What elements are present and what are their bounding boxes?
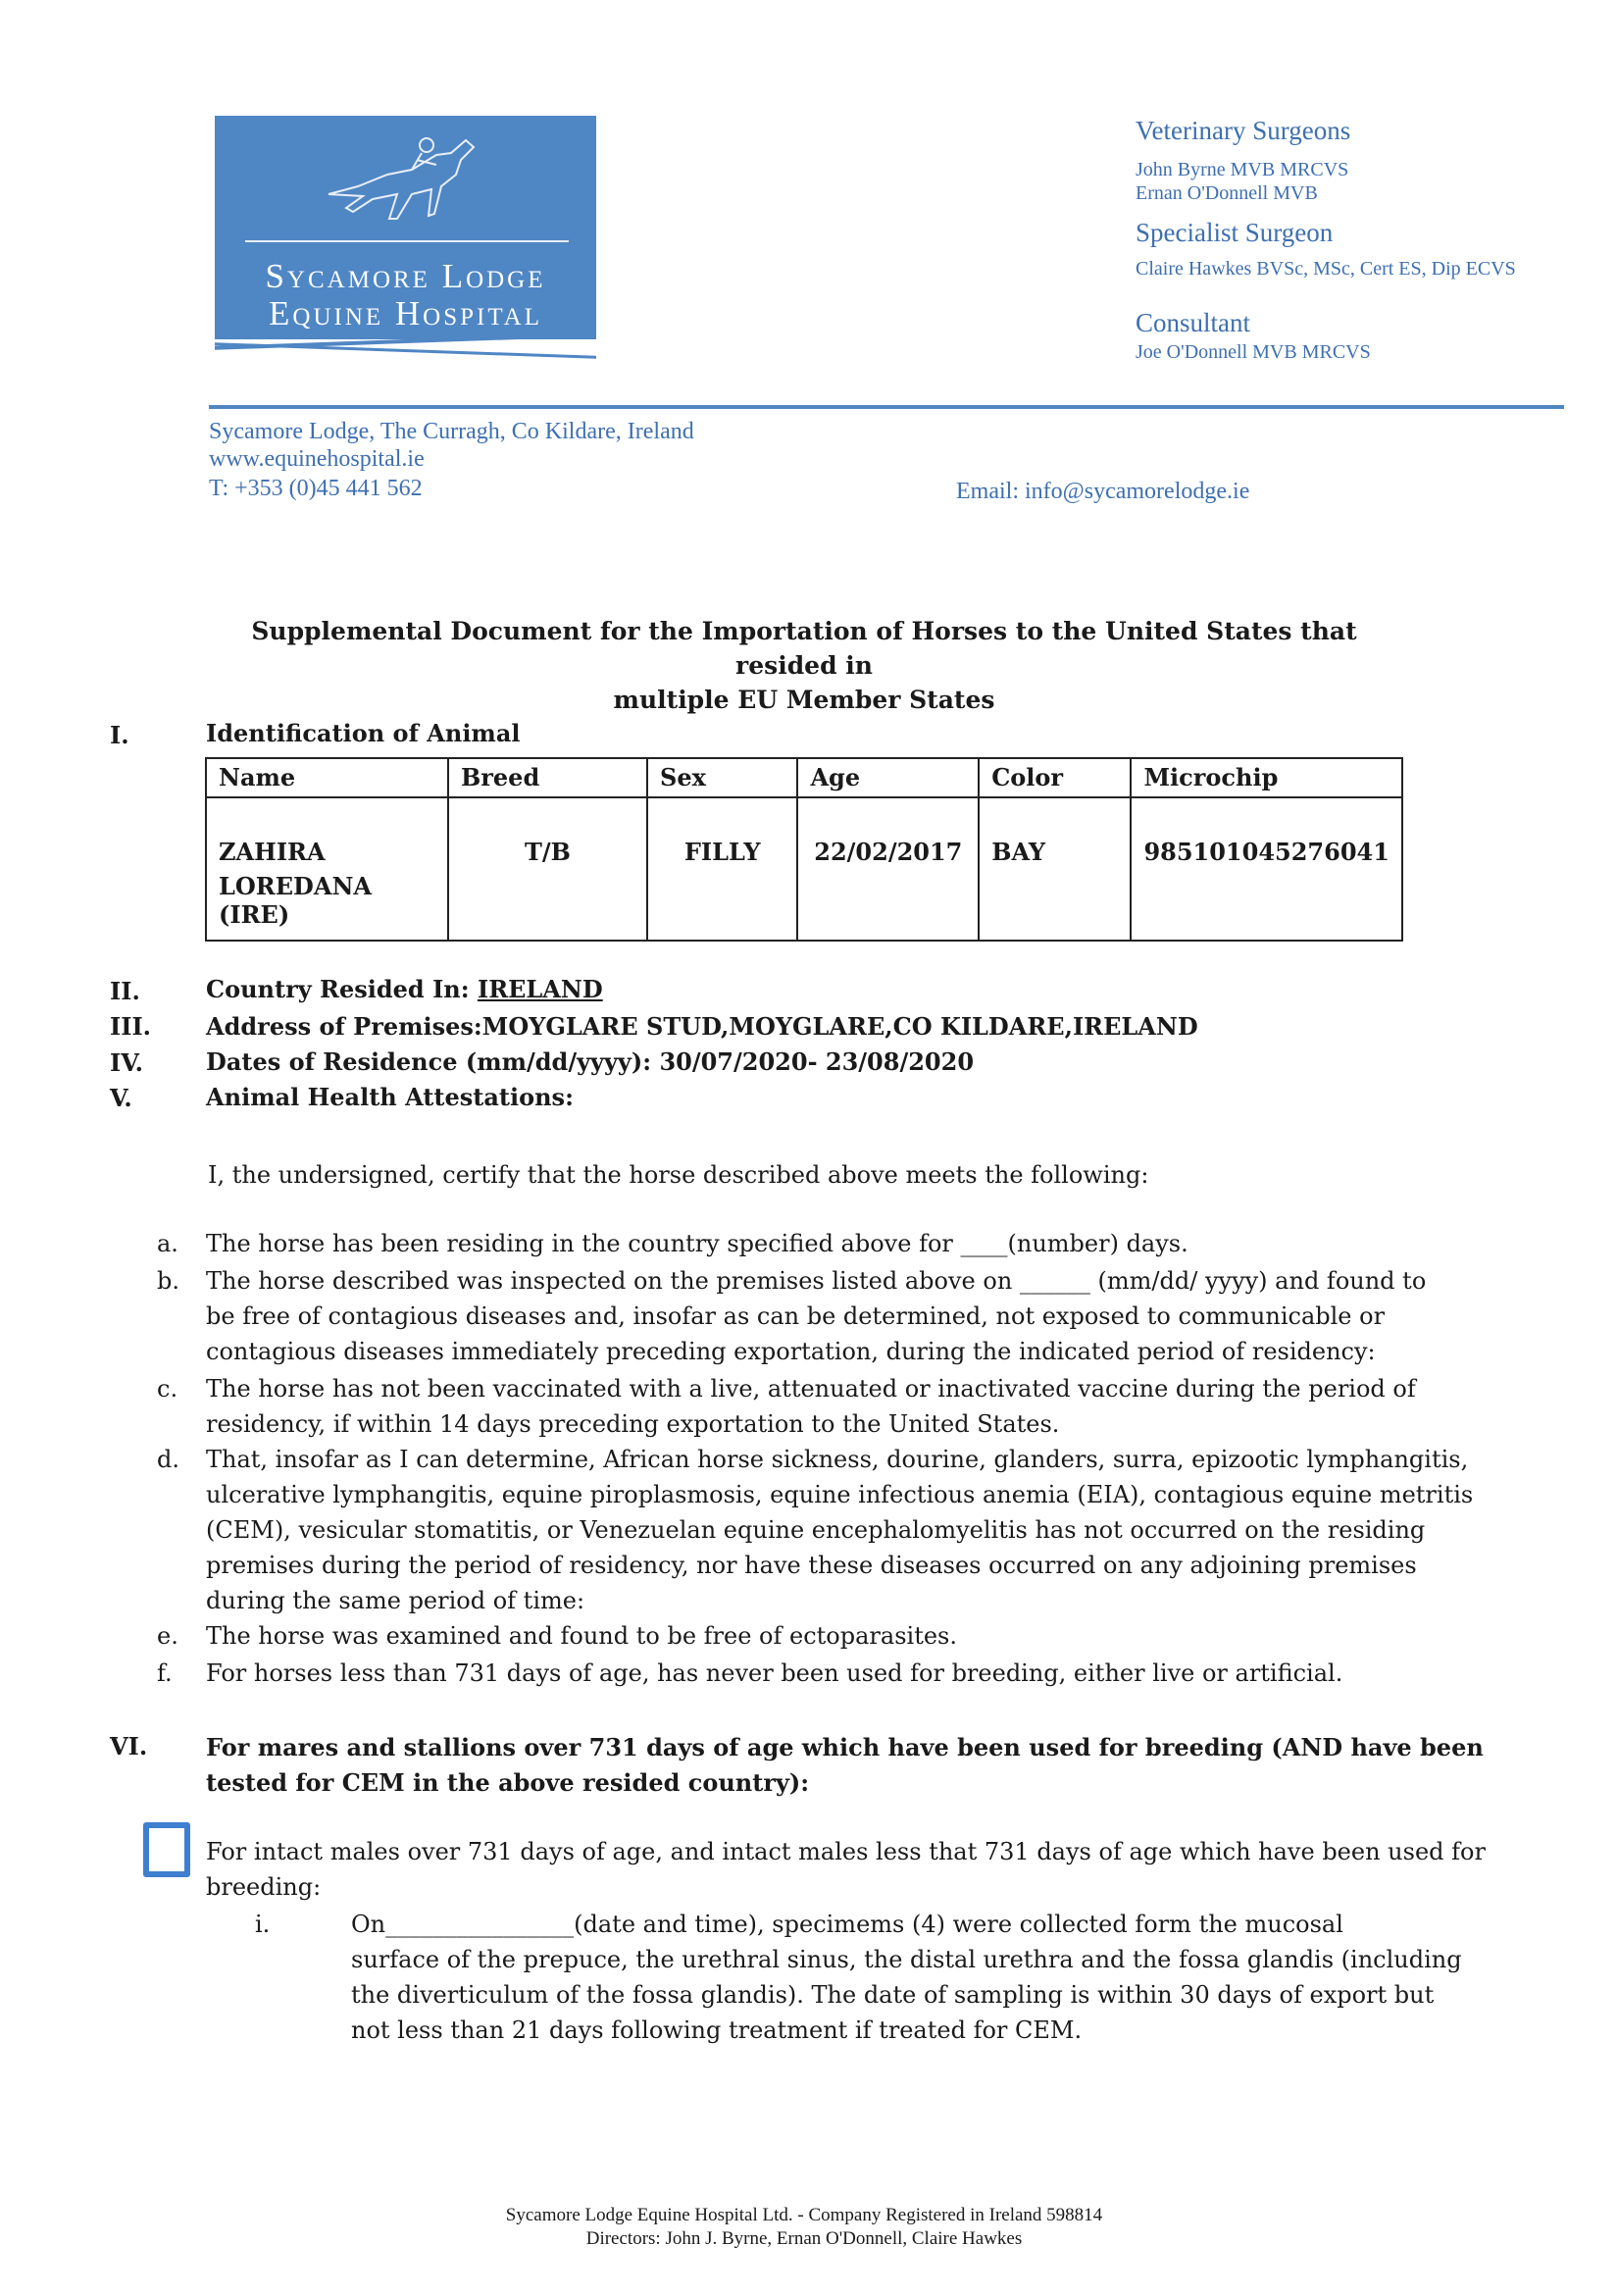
section-heading: Animal Health Attestations:: [206, 1083, 574, 1111]
column-header: Breed: [448, 758, 647, 797]
animal-identification-table: [205, 757, 1403, 942]
intact-males-line2: breeding:: [206, 1873, 322, 1901]
specimen-collection-text: [351, 1907, 1462, 2048]
table-header-row: [206, 758, 1402, 797]
specimen-line: not less than 21 days following treatment if treated for CEM.: [351, 2016, 1083, 2044]
column-header: Name: [206, 758, 448, 797]
section6-heading-line1: For mares and stallions over 731 days of age which have been used for breeding (AND have been: [206, 1733, 1484, 1761]
list-item: [206, 1442, 1473, 1618]
racehorse-icon: [319, 126, 485, 233]
hospital-website[interactable]: www.equinehospital.ie: [209, 446, 425, 472]
hospital-address: Sycamore Lodge, The Curragh, Co Kildare, Ireland: [209, 419, 694, 444]
section-number: V.: [110, 1084, 132, 1112]
consultant-name: Joe O'Donnell MVB MRCVS: [1136, 341, 1371, 363]
list-item-line: premises during the period of residency, nor have these diseases occurred on any adjoining premises: [206, 1552, 1417, 1579]
document-title-line1: Supplemental Document for the Importation of Horses to the United States that resided in: [251, 617, 1357, 680]
list-marker: b.: [157, 1267, 179, 1295]
breed-cell: T/B: [448, 797, 647, 941]
footer-directors: Directors: John J. Byrne, Ernan O'Donnell, Claire Hawkes: [585, 2228, 1023, 2249]
specialist-surgeon-name: Claire Hawkes BVSc, MSc, Cert ES, Dip ECVS: [1136, 258, 1516, 280]
section-number: II.: [110, 977, 140, 1005]
document-title-line2: multiple EU Member States: [613, 686, 995, 714]
color-cell: BAY: [979, 797, 1131, 941]
hospital-phone: T: +353 (0)45 441 562: [209, 476, 423, 501]
list-item-line: contagious diseases immediately preceding exportation, during the indicated period of residency:: [206, 1338, 1376, 1365]
section-heading: [206, 1730, 1484, 1801]
logo-ribbon-lower: [215, 342, 596, 359]
specialist-surgeon-title: Specialist Surgeon: [1136, 218, 1334, 247]
list-item: [206, 1371, 1416, 1442]
animal-name-line2: LOREDANA (IRE): [219, 872, 373, 929]
header-rule: [209, 405, 1564, 409]
list-item: The horse has been residing in the country specified above for ____(number) days.: [206, 1230, 1188, 1257]
list-item: For horses less than 731 days of age, has never been used for breeding, either live or artificial.: [206, 1659, 1343, 1687]
section-number: III.: [110, 1012, 152, 1041]
logo-name-line1: Sycamore Lodge: [265, 257, 546, 295]
specimen-line: the diverticulum of the fossa glandis). The date of sampling is within 30 days of export but: [351, 1981, 1435, 2009]
intact-males-text: [206, 1834, 1486, 1905]
hospital-email[interactable]: Email: info@sycamorelodge.ie: [956, 479, 1250, 504]
vet-surgeons-title: Veterinary Surgeons: [1136, 116, 1351, 145]
section-number: VI.: [110, 1732, 148, 1760]
list-item-line: (CEM), vesicular stomatitis, or Venezuelan equine encephalomyelitis has not occurred on the residing: [206, 1516, 1426, 1544]
intact-males-line1: For intact males over 731 days of age, and intact males less that 731 days of age which have been used for: [206, 1838, 1486, 1865]
list-marker: a.: [157, 1230, 178, 1257]
section-number: I.: [110, 721, 129, 749]
section-number: IV.: [110, 1048, 144, 1077]
attestation-intro: I, the undersigned, certify that the horse described above meets the following:: [208, 1161, 1149, 1189]
logo-name-line2: Equine Hospital: [269, 294, 542, 332]
column-header: Age: [797, 758, 979, 797]
premises-address: Address of Premises:MOYGLARE STUD,MOYGLARE,CO KILDARE,IRELAND: [206, 1012, 1198, 1041]
logo-divider: [245, 240, 569, 242]
column-header: Color: [979, 758, 1131, 797]
list-item-line: That, insofar as I can determine, African horse sickness, dourine, glanders, surra, epizootic lymphangitis,: [206, 1446, 1469, 1473]
section-heading: Identification of Animal: [206, 719, 521, 747]
country-resided: [206, 975, 603, 1003]
residence-dates: Dates of Residence (mm/dd/yyyy): 30/07/2020- 23/08/2020: [206, 1047, 975, 1076]
column-header: Microchip: [1131, 758, 1402, 797]
list-item-line: ulcerative lymphangitis, equine piroplasmosis, equine infectious anemia (EIA), contagious equine metritis: [206, 1481, 1474, 1508]
specimen-line: surface of the prepuce, the urethral sinus, the distal urethra and the fossa glandis (including: [351, 1946, 1462, 1973]
country-label: Country Resided In:: [206, 975, 478, 1003]
footer-company: Sycamore Lodge Equine Hospital Ltd. - Company Registered in Ireland 598814: [505, 2205, 1103, 2225]
intact-males-checkbox[interactable]: [143, 1822, 190, 1877]
specimen-line: On________________(date and time), specimems (4) were collected form the mucosal: [351, 1911, 1343, 1938]
section6-heading-line2: tested for CEM in the above resided country):: [206, 1768, 810, 1797]
list-item-line: be free of contagious diseases and, insofar as can be determined, not exposed to communicable or: [206, 1302, 1386, 1330]
animal-name-line1: ZAHIRA: [219, 838, 326, 866]
sex-cell: FILLY: [647, 797, 797, 941]
table-row: [206, 797, 1402, 941]
country-value: IRELAND: [477, 975, 603, 1003]
microchip-cell: 985101045276041: [1131, 797, 1402, 941]
list-item-line: residency, if within 14 days preceding exportation to the United States.: [206, 1410, 1060, 1438]
consultant-title: Consultant: [1136, 308, 1251, 337]
list-item-line: The horse has not been vaccinated with a live, attenuated or inactivated vaccine during the period of: [206, 1375, 1416, 1403]
list-marker: e.: [157, 1622, 178, 1650]
list-item: The horse was examined and found to be free of ectoparasites.: [206, 1622, 957, 1650]
list-item-line: during the same period of time:: [206, 1587, 585, 1614]
list-marker: d.: [157, 1446, 179, 1473]
sub-item-marker: i.: [255, 1911, 271, 1938]
list-marker: c.: [157, 1375, 178, 1403]
list-marker: f.: [157, 1659, 173, 1687]
animal-name-cell: [206, 797, 448, 941]
vet-surgeon-name: John Byrne MVB MRCVS: [1136, 159, 1349, 180]
age-cell: 22/02/2017: [797, 797, 979, 941]
column-header: Sex: [647, 758, 797, 797]
vet-surgeon-name: Ernan O'Donnell MVB: [1136, 182, 1318, 204]
list-item-line: The horse described was inspected on the premises listed above on ______ (mm/dd/ yyyy) and found to: [206, 1267, 1427, 1295]
document-title: [226, 614, 1383, 717]
list-item: [206, 1263, 1426, 1369]
